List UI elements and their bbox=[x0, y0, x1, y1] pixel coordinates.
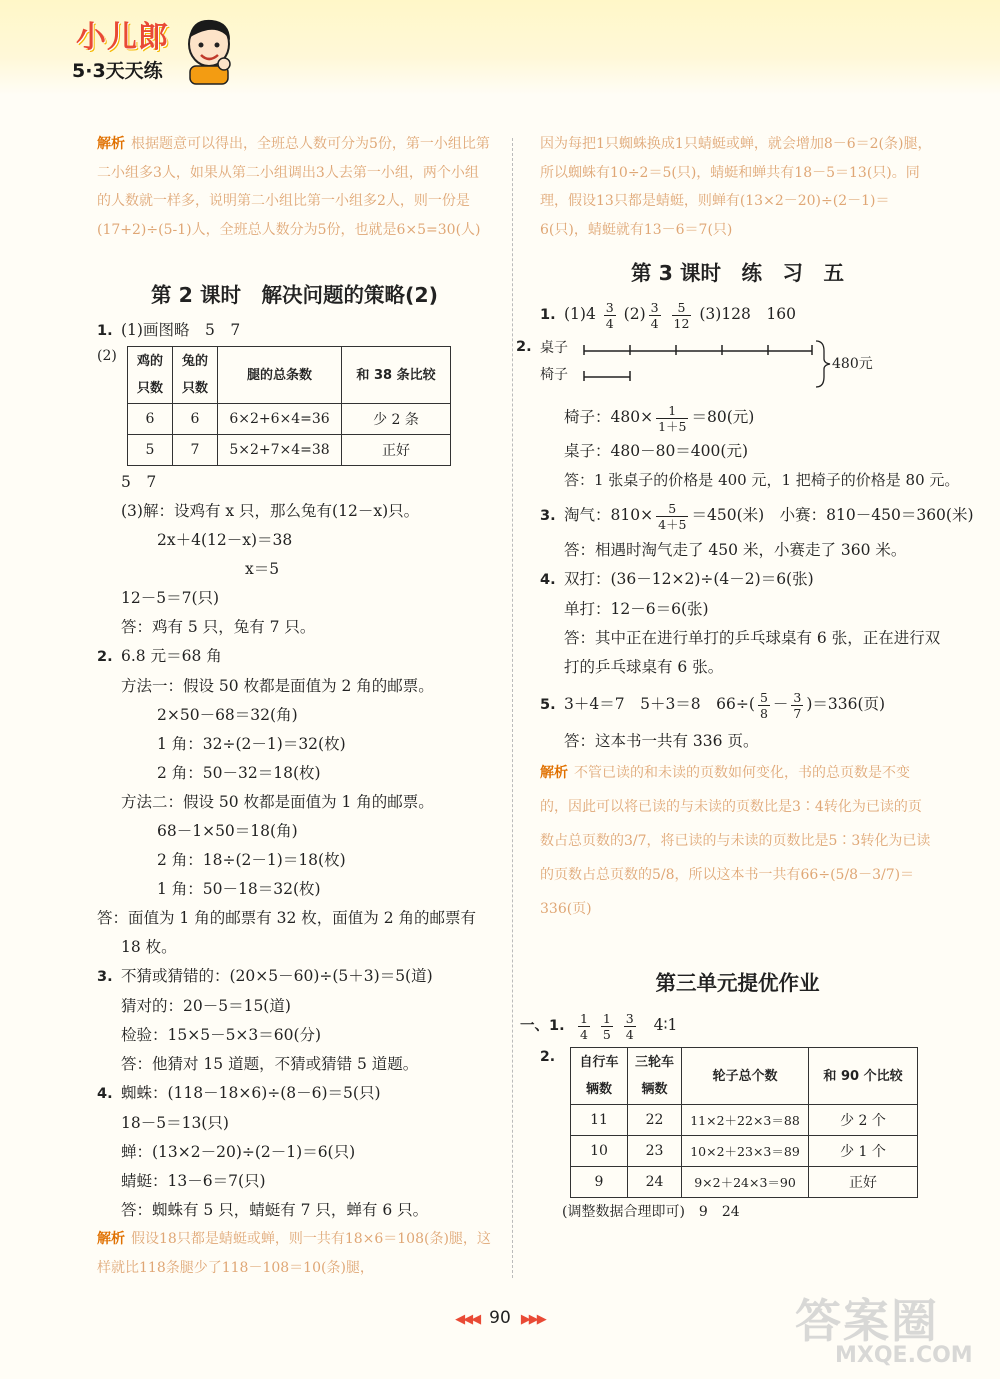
fraction: $\frac{3}{7}$ bbox=[793, 689, 802, 721]
analysis-block-2 bbox=[97, 1225, 492, 1283]
r-q5-line1: 5. 3＋4＝7 5＋3＝8 66÷( $\frac{5}{8}$ － $\frac{3}{7}$ )＝336(页) bbox=[540, 689, 886, 721]
q1-line3: 5 7 bbox=[121, 473, 157, 491]
analysis-text: 根据题意可以得出，全班总人数可分为5份，第一小组比第二小组多3人，如果从第二小组调出3人去第一小组，两个小组的人数就一样多，说明第二小组比第一小组多2人，则一份是(17+2)÷(5-1)人，全班总人数分为5份，也就是6×5=30(人) bbox=[97, 136, 490, 238]
q1-line5: 2x＋4(12－x)＝38 bbox=[157, 531, 293, 549]
q2-line11: 18 枚。 bbox=[121, 938, 177, 956]
r-q3-line1: 3. 淘气：810× $\frac{5}{4+5}$ ＝450(米) 小赛：810－450＝360(米) bbox=[540, 500, 974, 532]
table-segment-label: 桌子 bbox=[540, 340, 568, 356]
section-title-lesson-3: 第 3 课时 练 习 五 bbox=[630, 261, 845, 285]
q2-line9: 1 角：50－18＝32(枚) bbox=[157, 880, 321, 898]
publisher-logo bbox=[68, 12, 233, 87]
right-column bbox=[516, 130, 974, 1227]
total-price-label: 480元 bbox=[832, 356, 873, 372]
section-title-lesson-2: 第 2 课时 解决问题的策略(2) bbox=[150, 283, 439, 307]
q1-table-wrap bbox=[97, 346, 492, 466]
q1-part2-label: (2) bbox=[97, 348, 117, 364]
r-q4-line2: 单打：12－6＝6(张) bbox=[564, 600, 709, 618]
q1-line4: (3)解：设鸡有 x 只，那么兔有(12－x)只。 bbox=[121, 502, 420, 520]
analysis-tag: 解析 bbox=[97, 136, 125, 152]
table-row: 6 6 6×2+6×4=36 少 2 条 bbox=[128, 404, 451, 435]
u2-note: (调整数据合理即可) 9 24 bbox=[562, 1204, 740, 1220]
fraction: $\frac{3}{4}$ bbox=[625, 1010, 634, 1042]
page-number: 90 bbox=[489, 1308, 511, 1328]
fraction: $\frac{3}{4}$ bbox=[605, 299, 614, 331]
q2-line1: 2. 6.8 元＝68 角 bbox=[97, 647, 222, 665]
table-header-cell: 和 90 个比较 bbox=[809, 1048, 918, 1105]
fraction: $\frac{3}{4}$ bbox=[650, 299, 659, 331]
table-header-row bbox=[571, 1048, 918, 1105]
table-row: 10 23 10×2＋23×3＝89 少 1 个 bbox=[571, 1136, 918, 1167]
table-header-cell: 三轮车 辆数 bbox=[628, 1048, 682, 1105]
analysis-block-4 bbox=[540, 756, 935, 956]
bicycle-tricycle-table bbox=[570, 1047, 918, 1198]
r-q2-line3: 答：1 张桌子的价格是 400 元，1 把椅子的价格是 80 元。 bbox=[564, 471, 960, 489]
q3-line2: 猜对的：20－5＝15(道) bbox=[121, 997, 291, 1015]
watermark-url: MXQE.COM bbox=[835, 1343, 973, 1368]
next-arrows-icon: ▶▶▶ bbox=[520, 1312, 545, 1327]
q3-line3: 检验：15×5－5×3＝60(分) bbox=[121, 1026, 322, 1044]
r-q4-line4: 打的乒乓球桌有 6 张。 bbox=[564, 658, 724, 676]
fraction: $\frac{5}{8}$ bbox=[759, 689, 768, 721]
analysis-text: 假设18只都是蜻蜓或蝉，则一共有18×6＝108(条)腿，这样就比118条腿少了118－108＝10(条)腿， bbox=[97, 1231, 491, 1276]
analysis-text: 因为每把1只蜘蛛换成1只蜻蜓或蝉，就会增加8－6＝2(条)腿，所以蜘蛛有10÷2＝5(只)，蜻蜓和蝉共有18－5＝13(只)。同理，假设13只都是蜻蜓，则蝉有(13×2－20)÷(2－1)＝6(只)，蜻蜓就有13－6＝7(只) bbox=[540, 136, 932, 238]
q4-line2: 18－5＝13(只) bbox=[121, 1114, 229, 1132]
analysis-block-3 bbox=[540, 130, 935, 244]
table-row: 5 7 5×2+7×4=38 正好 bbox=[128, 435, 451, 466]
table-header-cell: 和 38 条比较 bbox=[342, 347, 451, 404]
fraction: $\frac{5}{12}$ bbox=[673, 299, 690, 331]
table-header-row bbox=[128, 347, 451, 404]
q3-line1: 3. 不猜或猜错的：(20×5－60)÷(5＋3)＝5(道) bbox=[97, 967, 433, 985]
fraction: $\frac{5}{4+5}$ bbox=[658, 500, 687, 532]
prev-arrows-icon: ◀◀◀ bbox=[455, 1312, 480, 1327]
watermark-logo bbox=[795, 1285, 995, 1375]
table-header-cell: 轮子总个数 bbox=[682, 1048, 809, 1105]
column-divider bbox=[512, 138, 513, 1278]
q2-line3: 2×50－68＝32(角) bbox=[157, 706, 298, 724]
q3-line4: 答：他猜对 15 道题，不猜或猜错 5 道题。 bbox=[121, 1055, 419, 1073]
analysis-block-1 bbox=[97, 130, 492, 272]
table-header-cell: 自行车 辆数 bbox=[571, 1048, 628, 1105]
u2-table-wrap bbox=[540, 1047, 935, 1198]
q2-line6: 方法二：假设 50 枚都是面值为 1 角的邮票。 bbox=[121, 793, 434, 811]
r-q4-line1: 4. 双打：(36－12×2)÷(4－2)＝6(张) bbox=[540, 570, 814, 588]
q2-line8: 2 角：18÷(2－1)＝18(枚) bbox=[157, 851, 346, 869]
r-q5-line2: 答：这本书一共有 336 页。 bbox=[564, 732, 759, 750]
table-row: 11 22 11×2＋22×3＝88 少 2 个 bbox=[571, 1105, 918, 1136]
r-q1-line: 1. (1)4 $\frac{3}{4}$ (2) $\frac{3}{4}$ $\frac{5}{12}$ (3)128 160 bbox=[540, 299, 796, 331]
segment-diagram: 2. 桌子 椅子 480元 bbox=[540, 337, 935, 397]
chair-segment-label: 椅子 bbox=[540, 367, 568, 383]
chicken-rabbit-table bbox=[127, 346, 451, 466]
q2-line10: 答：面值为 1 角的邮票有 32 枚，面值为 2 角的邮票有 bbox=[97, 909, 477, 927]
watermark-text: 答案圈 bbox=[795, 1294, 939, 1348]
q1-line8: 答：鸡有 5 只，兔有 7 只。 bbox=[121, 618, 316, 636]
q2-line2: 方法一：假设 50 枚都是面值为 2 角的邮票。 bbox=[121, 677, 434, 695]
fraction: $\frac{1}{4}$ bbox=[579, 1010, 588, 1042]
analysis-tag: 解析 bbox=[97, 1231, 125, 1247]
analysis-tag: 解析 bbox=[540, 765, 568, 781]
q1-number: 1. bbox=[97, 323, 113, 339]
table-header-cell: 兔的 只数 bbox=[173, 347, 218, 404]
logo-subtitle: 5·3天天练 bbox=[72, 60, 163, 82]
q2-line7: 68－1×50＝18(角) bbox=[157, 822, 298, 840]
r-q2-line1: 椅子：480× $\frac{1}{1+5}$ ＝80(元) bbox=[564, 402, 755, 434]
unit-title: 第三单元提优作业 bbox=[655, 971, 820, 995]
q1-line7: 12－5＝7(只) bbox=[121, 589, 220, 607]
q4-line5: 答：蜘蛛有 5 只，蜻蜓有 7 只，蝉有 6 只。 bbox=[121, 1201, 429, 1219]
table-row: 9 24 9×2＋24×3＝90 正好 bbox=[571, 1167, 918, 1198]
q1-line6: x＝5 bbox=[245, 560, 280, 578]
r-q2-line2: 桌子：480－80＝400(元) bbox=[564, 442, 748, 460]
table-header-cell: 腿的总条数 bbox=[218, 347, 342, 404]
q4-line4: 蜻蜓：13－6＝7(只) bbox=[121, 1172, 266, 1190]
q4-line3: 蝉：(13×2－20)÷(2－1)＝6(只) bbox=[121, 1143, 356, 1161]
r-q3-line2: 答：相遇时淘气走了 450 米，小赛走了 360 米。 bbox=[564, 541, 907, 559]
q4-line1: 4. 蜘蛛：(118－18×6)÷(8－6)＝5(只) bbox=[97, 1084, 381, 1102]
r-q4-line3: 答：其中正在进行单打的乒乓球桌有 6 张，正在进行双 bbox=[564, 629, 941, 647]
analysis-text: 不管已读的和未读的页数如何变化，书的总页数是不变的，因此可以将已读的与未读的页数比是3∶4转化为已读的页数占总页数的3/7，将已读的与未读的页数比是5∶3转化为已读的页数占总页数的5/8，所以这本书一共有66÷(5/8－3/7)＝336(页) bbox=[540, 765, 931, 917]
u1-line: 一、1. $\frac{1}{4}$ $\frac{1}{5}$ $\frac{3}{4}$ 4∶1 bbox=[520, 1010, 678, 1042]
left-column bbox=[97, 130, 492, 1283]
q1-line1: 1. (1)画图略 5 7 bbox=[97, 316, 492, 346]
fraction: $\frac{1}{5}$ bbox=[602, 1010, 611, 1042]
u2-number: 2. bbox=[540, 1049, 556, 1065]
q2-line5: 2 角：50－32＝18(枚) bbox=[157, 764, 321, 782]
logo-title: 小儿郎 bbox=[76, 20, 169, 55]
table-header-cell: 鸡的 只数 bbox=[128, 347, 173, 404]
q2-line4: 1 角：32÷(2－1)＝32(枚) bbox=[157, 735, 346, 753]
fraction: $\frac{1}{1+5}$ bbox=[658, 402, 687, 434]
mascot-icon bbox=[178, 14, 240, 86]
